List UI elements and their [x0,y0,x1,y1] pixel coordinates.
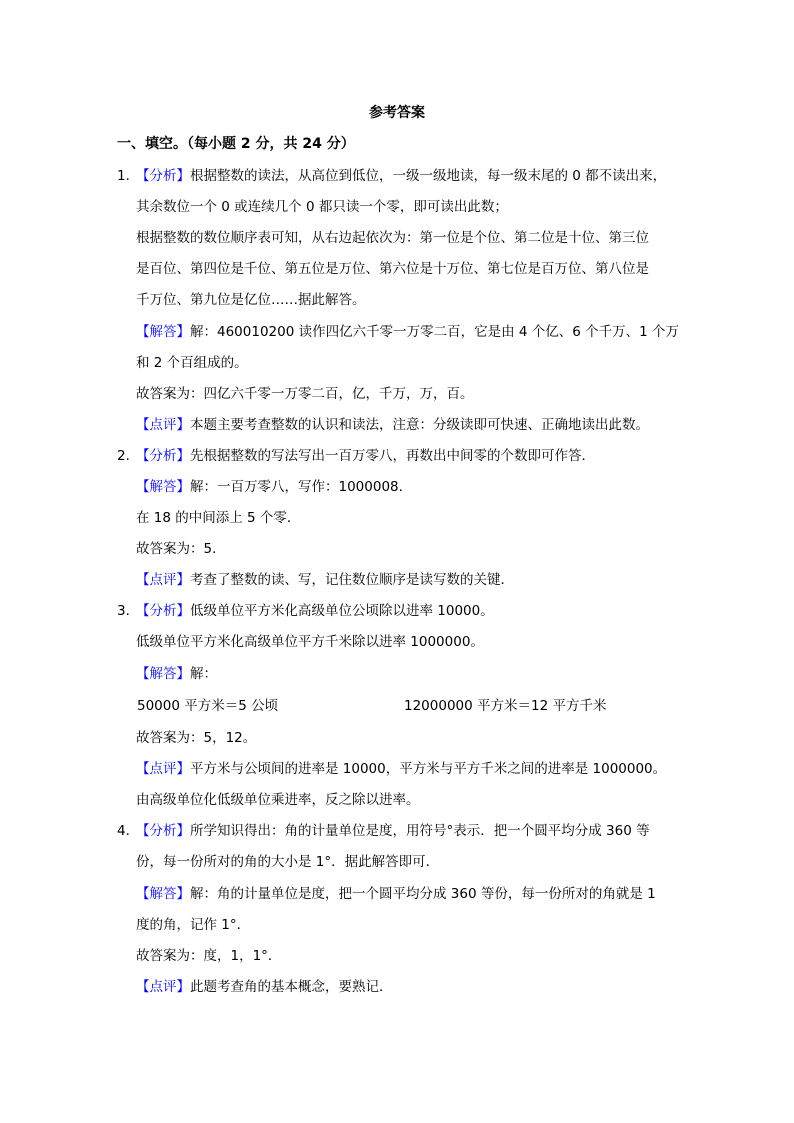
section-heading: 一、填空。（每小题 2 分，共 24 分） [117,136,355,152]
analysis-tag: 【分析】 [136,603,190,619]
q1-solution-line-2: 和 2 个百组成的。 [136,355,248,371]
analysis-text: 先根据整数的写法写出一百万零八，再数出中间零的个数即可作答． [190,448,595,464]
q1-solution-line-1 [136,322,679,342]
q3-solution-line-1 [136,664,217,684]
q1-comment [136,415,649,435]
q1-analysis-line-3: 根据整数的数位顺序表可知，从右边起依次为：第一位是个位、第二位是十位、第三位 [136,230,649,246]
comment-text: 考查了整数的读、写，记住数位顺序是读写数的关键． [190,572,514,588]
comment-text: 本题主要考查整数的认识和读法，注意：分级读即可快速、正确地读出此数。 [190,417,649,433]
equation-square-km: 12000000 平方米＝12 平方千米 [404,698,607,714]
q4-analysis-line-1 [117,821,650,841]
analysis-text: 所学知识得出：角的计量单位是度，用符号°表示．把一个圆平均分成 360 等 [190,823,650,839]
question-number: 2． [117,448,140,464]
question-number: 4． [117,823,140,839]
solution-text: 解：460010200 读作四亿六千零一万零二百，它是由 4 个亿、6 个千万、1 个万 [190,324,680,340]
q4-comment [136,977,393,997]
q2-analysis-line-1 [117,446,595,466]
q1-analysis-line-5: 千万位、第九位是亿位……据此解答。 [136,292,366,308]
q4-solution-line-2: 度的角，记作 1°． [136,917,251,933]
q4-solution-line-1 [136,884,656,904]
q3-analysis-line-1 [117,601,494,621]
q3-equations-row [137,696,737,716]
comment-tag: 【点评】 [136,417,190,433]
q2-answer: 故答案为：5． [136,541,226,557]
q1-answer: 故答案为：四亿六千零一万零二百，亿，千万，万，百。 [136,386,474,402]
q4-answer: 故答案为：度，1，1°． [136,948,282,964]
question-number: 3． [117,603,140,619]
solution-text: 解： [190,666,217,682]
q1-analysis-line-1 [117,166,666,186]
comment-tag: 【点评】 [136,979,190,995]
comment-tag: 【点评】 [136,572,190,588]
question-number: 1． [117,168,140,184]
analysis-tag: 【分析】 [136,823,190,839]
q3-comment-line-1 [136,759,666,779]
q1-analysis-line-2: 其余数位一个 0 或连续几个 0 都只读一个零，即可读出此数； [136,199,508,215]
solution-text: 解：一百万零八，写作：1000008． [190,479,413,495]
solution-tag: 【解答】 [136,324,190,340]
solution-tag: 【解答】 [136,479,190,495]
comment-text: 平方米与公顷间的进率是 10000，平方米与平方千米之间的进率是 1000000。 [190,761,667,777]
solution-tag: 【解答】 [136,666,190,682]
q2-solution-line-1 [136,477,412,497]
q3-analysis-line-2: 低级单位平方米化高级单位平方千米除以进率 1000000。 [136,634,484,650]
q1-analysis-line-4: 是百位、第四位是千位、第五位是万位、第六位是十万位、第七位是百万位、第八位是 [136,261,649,277]
equation-hectare: 50000 平方米＝5 公顷 [137,698,279,714]
comment-tag: 【点评】 [136,761,190,777]
analysis-tag: 【分析】 [136,168,190,184]
q2-solution-line-2: 在 18 的中间添上 5 个零． [136,510,301,526]
solution-text: 解：角的计量单位是度，把一个圆平均分成 360 等份，每一份所对的角就是 1 [190,886,656,902]
q4-analysis-line-2: 份，每一份所对的角的大小是 1°．据此解答即可． [136,854,440,870]
comment-text: 此题考查角的基本概念，要熟记． [190,979,393,995]
q3-answer: 故答案为：5，12。 [136,730,257,746]
analysis-text: 低级单位平方米化高级单位公顷除以进率 10000。 [190,603,494,619]
solution-tag: 【解答】 [136,886,190,902]
page-title: 参考答案 [369,105,425,121]
analysis-text: 根据整数的读法，从高位到低位，一级一级地读，每一级末尾的 0 都不读出来， [190,168,667,184]
analysis-tag: 【分析】 [136,448,190,464]
q2-comment [136,570,514,590]
q3-comment-line-2: 由高级单位化低级单位乘进率，反之除以进率。 [136,792,420,808]
